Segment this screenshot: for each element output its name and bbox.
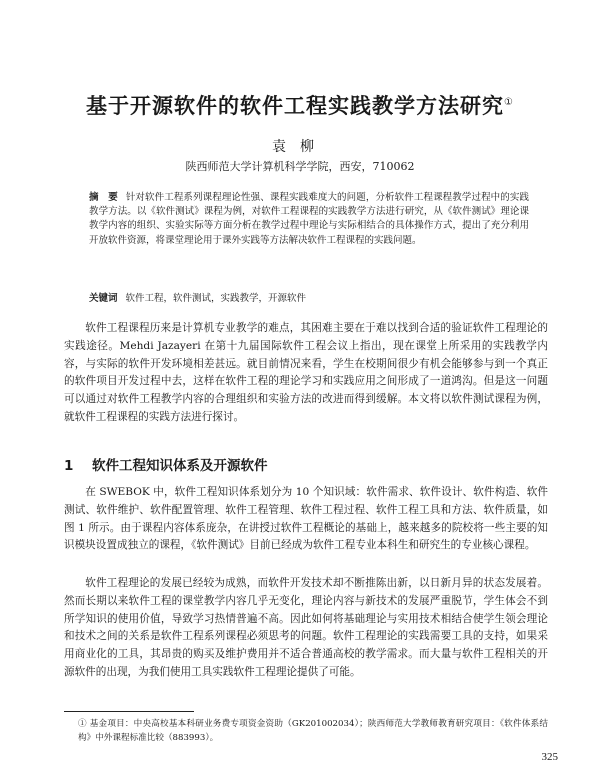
abstract-text: 针对软件工程系列课程理论性强、课程实践难度大的问题，分析软件工程课程教学过程中的实践教学方法。以《软件测试》课程为例，对软件工程课程的实践教学方法进行研究，从《软件测试》理论课教学内容的组织、实验实际等方面分析在教学过程中理论与实际相结合的具体操作方式，提出了充分利用开放软件资源，将课堂理论用于课外实践等方法解决软件工程课程的实践问题。 — [89, 192, 529, 246]
author-affiliation: 陕西师范大学计算机科学学院，西安，710062 — [185, 160, 415, 173]
keywords-text: 软件工程，软件测试，实践教学，开源软件 — [125, 293, 307, 304]
footnote-text: 基金项目：中央高校基本科研业务费专项资金资助（GK201002034）；陕西师范大学教师教育研究项目：《软件体系结构》中外课程标准比较（883993）。 — [78, 719, 548, 743]
author-name: 袁柳 — [272, 139, 328, 155]
body-paragraph-3: 软件工程理论的发展已经较为成熟，而软件开发技术却不断推陈出新，以日新月异的状态发展着。然而长期以来软件工程的课堂教学内容几乎无变化，理论内容与新技术的发展严重脱节，学生体会不到所学知识的使用价值，导致学习热情普遍不高。因此如何将基础理论与实用技术相结合使学生领会理论和技术之间的关系是软件工程系列课程必须思考的问题。软件工程理论的实践需要工具的支持，如果采用商业化的工具，其昂贵的购买及维护费用并不适合普通高校的教学需求。而大量与软件工程相关的开源软件的出现，为我们使用工具实践软件工程理论提供了可能。 — [64, 577, 548, 678]
abstract-label: 摘 要 — [89, 192, 118, 203]
keywords — [89, 292, 529, 306]
keywords-label: 关键词 — [89, 293, 118, 304]
page-number: 325 — [541, 751, 558, 763]
footnote-divider — [64, 711, 194, 712]
footnote-marker: ① — [78, 719, 87, 729]
abstract — [89, 191, 529, 248]
section-heading — [64, 454, 548, 474]
body-paragraph-1: 软件工程课程历来是计算机专业教学的难点，其困难主要在于难以找到合适的验证软件工程理论的实践途径。Mehdi Jazayeri 在第十九届国际软件工程会议上指出，现在课堂上所采用的实践教学内容，与实际的软件开发环境相差甚远。就目前情况来看，学生在校期间很少有机会能够参与到一个真正的软件项目开发过程中去，这样在软件工程的理论学习和实践应用之间形成了一道鸿沟。但是这一问题可以通过对软件工程教学内容的合理组织和实验方法的改进而得到缓解。本文将以软件测试课程为例，就软件工程课程的实践方法进行探讨。 — [64, 322, 548, 423]
title-text: 基于开源软件的软件工程实践教学方法研究 — [86, 94, 505, 118]
title-footnote-marker: ① — [504, 97, 514, 108]
section-number: 1 — [64, 458, 74, 474]
section-title: 软件工程知识体系及开源软件 — [92, 458, 268, 474]
footnote — [78, 718, 548, 745]
body-paragraph-2: 在 SWEBOK 中，软件工程知识体系划分为 10 个知识域：软件需求、软件设计、软件构造、软件测试、软件维护、软件配置管理、软件工程管理、软件工程过程、软件工程工具和方法、软件质量，如图 1 所示。由于课程内容体系庞杂，在讲授过软件工程概论的基础上，越来越多的院校将一些主要的知识模块设置成独立的课程，《软件测试》目前已经成为软件工程专业本科生和研究生的专业核心课程。 — [64, 486, 548, 552]
paper-title — [40, 90, 560, 120]
